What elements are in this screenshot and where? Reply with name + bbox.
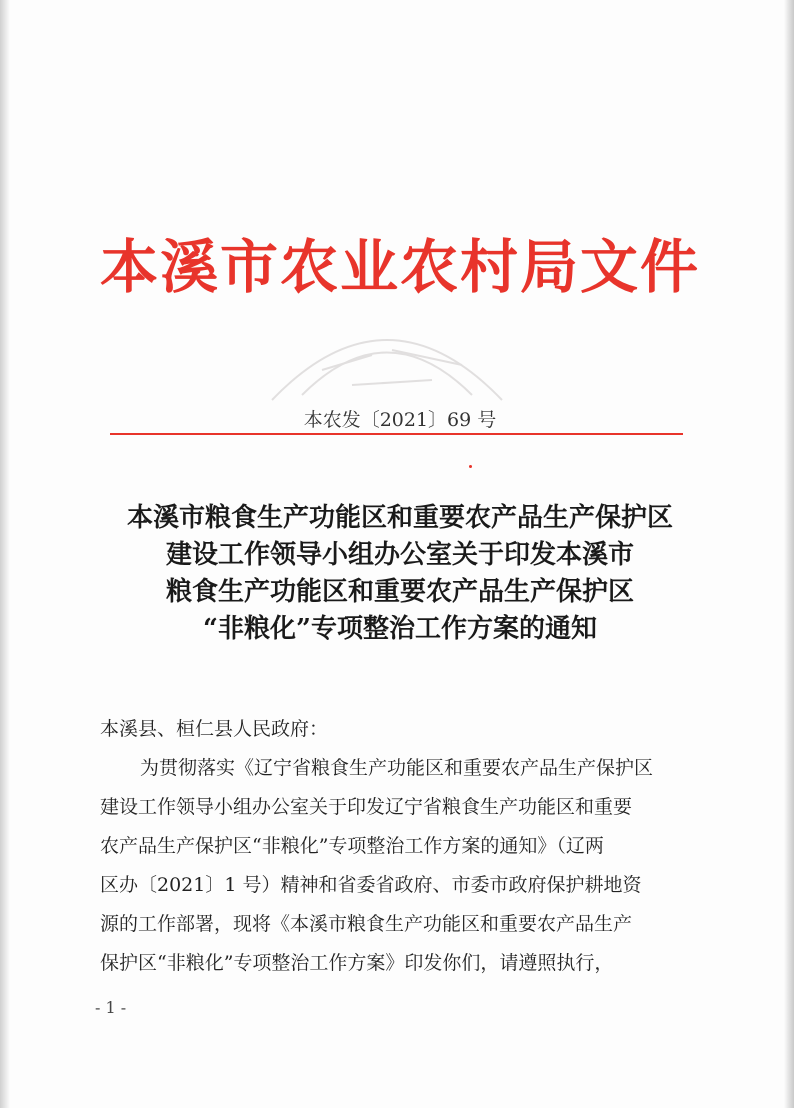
page-number: - 1 - (95, 998, 127, 1017)
body-line: 区办〔2021〕1 号）精神和省委省政府、市委市政府保护耕地资 (100, 874, 642, 896)
notice-title-line: 粮食生产功能区和重要农产品生产保护区 (165, 577, 634, 607)
header-divider (110, 433, 683, 435)
scan-edge-right (784, 0, 794, 1108)
faded-seal-stamp (262, 300, 512, 420)
body-line: 建设工作领导小组办公室关于印发辽宁省粮食生产功能区和重要 (100, 796, 633, 818)
body-line: 为贯彻落实《辽宁省粮食生产功能区和重要农产品生产保护区 (140, 757, 654, 779)
body-line: 农产品生产保护区“非粮化”专项整治工作方案的通知》（辽两 (100, 835, 604, 857)
body-line: 保护区“非粮化”专项整治工作方案》印发你们，请遵照执行， (100, 952, 614, 974)
scan-edge-left (0, 0, 10, 1108)
notice-title-line: “非粮化”专项整治工作方案的通知 (203, 614, 597, 644)
body-line: 源的工作部署，现将《本溪市粮食生产功能区和重要农产品生产 (100, 913, 633, 935)
notice-title-line: 本溪市粮食生产功能区和重要农产品生产保护区 (126, 503, 673, 533)
notice-body (100, 710, 700, 983)
salutation: 本溪县、桓仁县人民政府： (100, 718, 329, 740)
notice-title (80, 500, 720, 648)
document-number: 本农发〔2021〕69 号 (303, 409, 497, 431)
issuer-header-title: 本溪市农业农村局文件 (100, 233, 701, 301)
red-mark (469, 465, 472, 468)
notice-title-line: 建设工作领导小组办公室关于印发本溪市 (165, 540, 634, 570)
